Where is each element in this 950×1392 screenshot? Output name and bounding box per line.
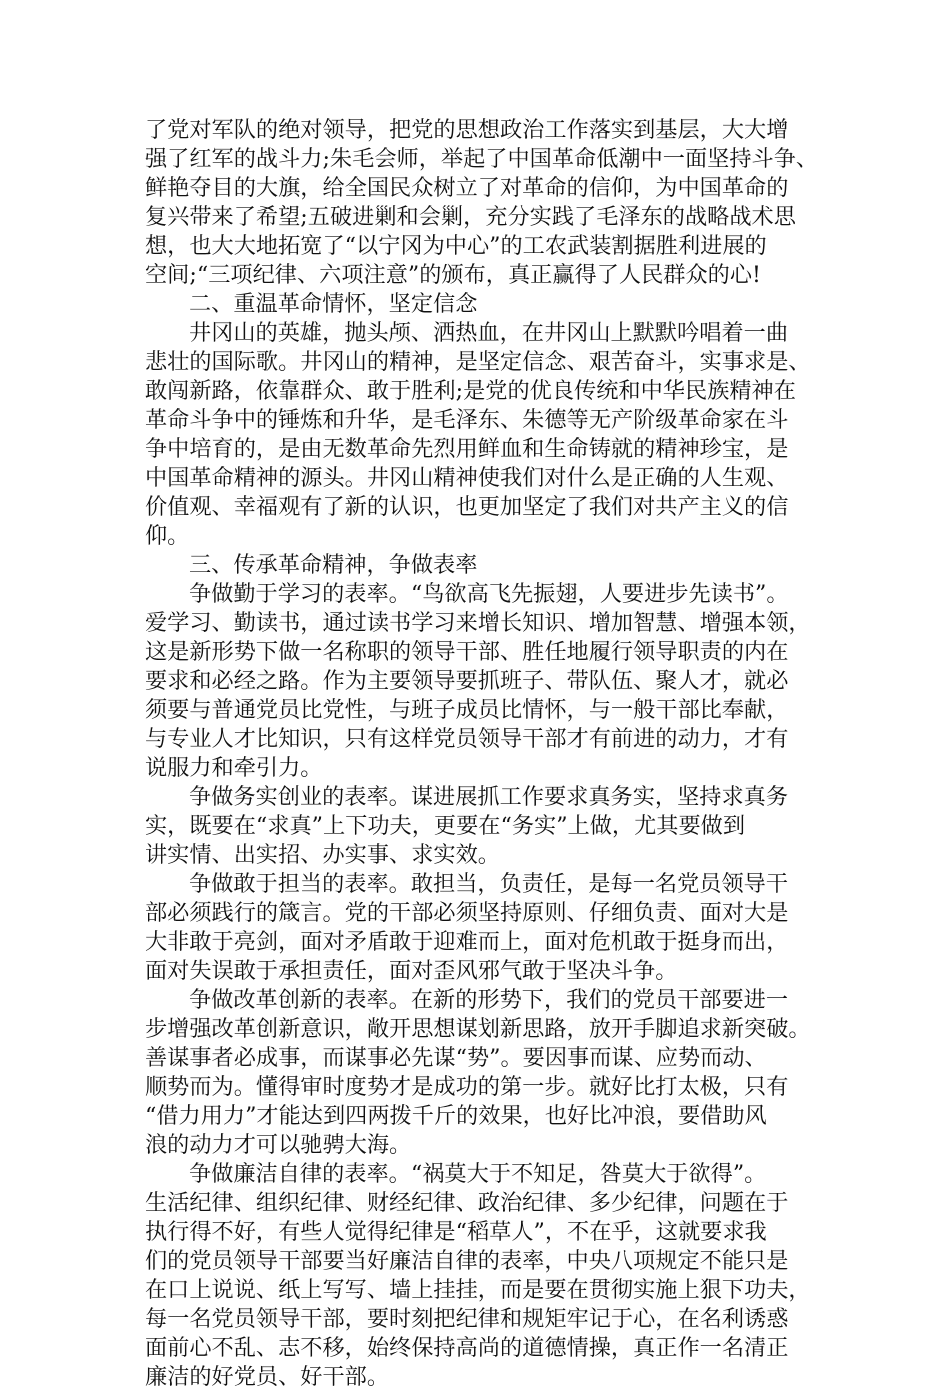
text-line: 了党对军队的绝对领导，把党的思想政治工作落实到基层，大大增: [145, 117, 789, 143]
text-line: 空间;“三项纪律、六项注意”的颁布，真正赢得了人民群众的心!: [145, 262, 761, 288]
document-page: [145, 116, 819, 1392]
paragraph-first-line: 争做廉洁自律的表率。“祸莫大于不知足，咎莫大于欲得”。: [189, 1161, 767, 1187]
text-line: 浪的动力才可以驰骋大海。: [145, 1132, 412, 1158]
text-line: 大非敢于亮剑，面对矛盾敢于迎难而上，面对危机敢于挺身而出，: [145, 929, 789, 955]
text-line: 爱学习、勤读书，通过读书学习来增长知识、增加智慧、增强本领，: [145, 610, 811, 636]
paragraph-first-line: 井冈山的英雄，抛头颅、洒热血，在井冈山上默默吟唱着一曲: [189, 320, 789, 346]
text-line: 须要与普通党员比党性，与班子成员比情怀，与一般干部比奉献，: [145, 697, 789, 723]
text-line: 面对失误敢于承担责任，面对歪风邪气敢于坚决斗争。: [145, 958, 678, 984]
paragraph-first-line: 争做勤于学习的表率。“鸟欲高飞先振翅，人要进步先读书”。: [189, 581, 789, 607]
text-line: 面前心不乱、志不移，始终保持高尚的道德情操，真正作一名清正: [145, 1335, 789, 1361]
text-line: 说服力和牵引力。: [145, 755, 323, 781]
section-heading: 三、传承革命精神，争做表率: [189, 552, 478, 578]
text-line: 生活纪律、组织纪律、财经纪律、政治纪律、多少纪律，问题在于: [145, 1190, 789, 1216]
text-line: 讲实情、出实招、办实事、求实效。: [145, 842, 500, 868]
paragraph-first-line: 争做敢于担当的表率。敢担当，负责任，是每一名党员领导干: [189, 871, 789, 897]
text-line: “借力用力”才能达到四两拨千斤的效果，也好比冲浪，要借助风: [145, 1103, 767, 1129]
text-line: 仰。: [145, 523, 190, 549]
text-line: 执行得不好，有些人觉得纪律是“稻草人”，不在乎，这就要求我: [145, 1219, 767, 1245]
text-line: 部必须践行的箴言。党的干部必须坚持原则、仔细负责、面对大是: [145, 900, 789, 926]
text-line: 善谋事者必成事，而谋事必先谋“势”。要因事而谋、应势而动、: [145, 1045, 767, 1071]
text-line: 与专业人才比知识，只有这样党员领导干部才有前进的动力，才有: [145, 726, 789, 752]
text-line: 廉洁的好党员、好干部。: [145, 1364, 390, 1390]
text-line: 鲜艳夺目的大旗，给全国民众树立了对革命的信仰，为中国革命的: [145, 175, 789, 201]
text-line: 价值观、幸福观有了新的认识，也更加坚定了我们对共产主义的信: [145, 494, 789, 520]
text-line: 每一名党员领导干部，要时刻把纪律和规矩牢记于心，在名利诱惑: [145, 1306, 789, 1332]
text-line: 敢闯新路，依靠群众、敢于胜利;是党的优良传统和中华民族精神在: [145, 378, 796, 404]
text-line: 顺势而为。懂得审时度势才是成功的第一步。就好比打太极，只有: [145, 1074, 789, 1100]
text-line: 们的党员领导干部要当好廉洁自律的表率，中央八项规定不能只是: [145, 1248, 789, 1274]
text-line: 争中培育的，是由无数革命先烈用鲜血和生命铸就的精神珍宝，是: [145, 436, 789, 462]
section-heading: 二、重温革命情怀，坚定信念: [189, 291, 478, 317]
paragraph-first-line: 争做改革创新的表率。在新的形势下，我们的党员干部要进一: [189, 987, 789, 1013]
text-line: 复兴带来了希望;五破进剿和会剿，充分实践了毛泽东的战略战术思: [145, 204, 796, 230]
text-line: 在口上说说、纸上写写、墙上挂挂，而是要在贯彻实施上狠下功夫，: [145, 1277, 811, 1303]
paragraph-first-line: 争做务实创业的表率。谋进展抓工作要求真务实，坚持求真务: [189, 784, 789, 810]
text-line: 悲壮的国际歌。井冈山的精神，是坚定信念、艰苦奋斗，实事求是、: [145, 349, 811, 375]
text-line: 想，也大大地拓宽了“以宁冈为中心”的工农武装割据胜利进展的: [145, 233, 767, 259]
text-line: 要求和必经之路。作为主要领导要抓班子、带队伍、聚人才，就必: [145, 668, 789, 694]
text-line: 实，既要在“求真”上下功夫，更要在“务实”上做，尤其要做到: [145, 813, 746, 839]
text-line: 这是新形势下做一名称职的领导干部、胜任地履行领导职责的内在: [145, 639, 789, 665]
text-line: 革命斗争中的锤炼和升华，是毛泽东、朱德等无产阶级革命家在斗: [145, 407, 789, 433]
text-line: 步增强改革创新意识，敞开思想谋划新思路，放开手脚追求新突破。: [145, 1016, 811, 1042]
text-line: 中国革命精神的源头。井冈山精神使我们对什么是正确的人生观、: [145, 465, 789, 491]
text-line: 强了红军的战斗力;朱毛会师，举起了中国革命低潮中一面坚持斗争、: [145, 146, 819, 172]
